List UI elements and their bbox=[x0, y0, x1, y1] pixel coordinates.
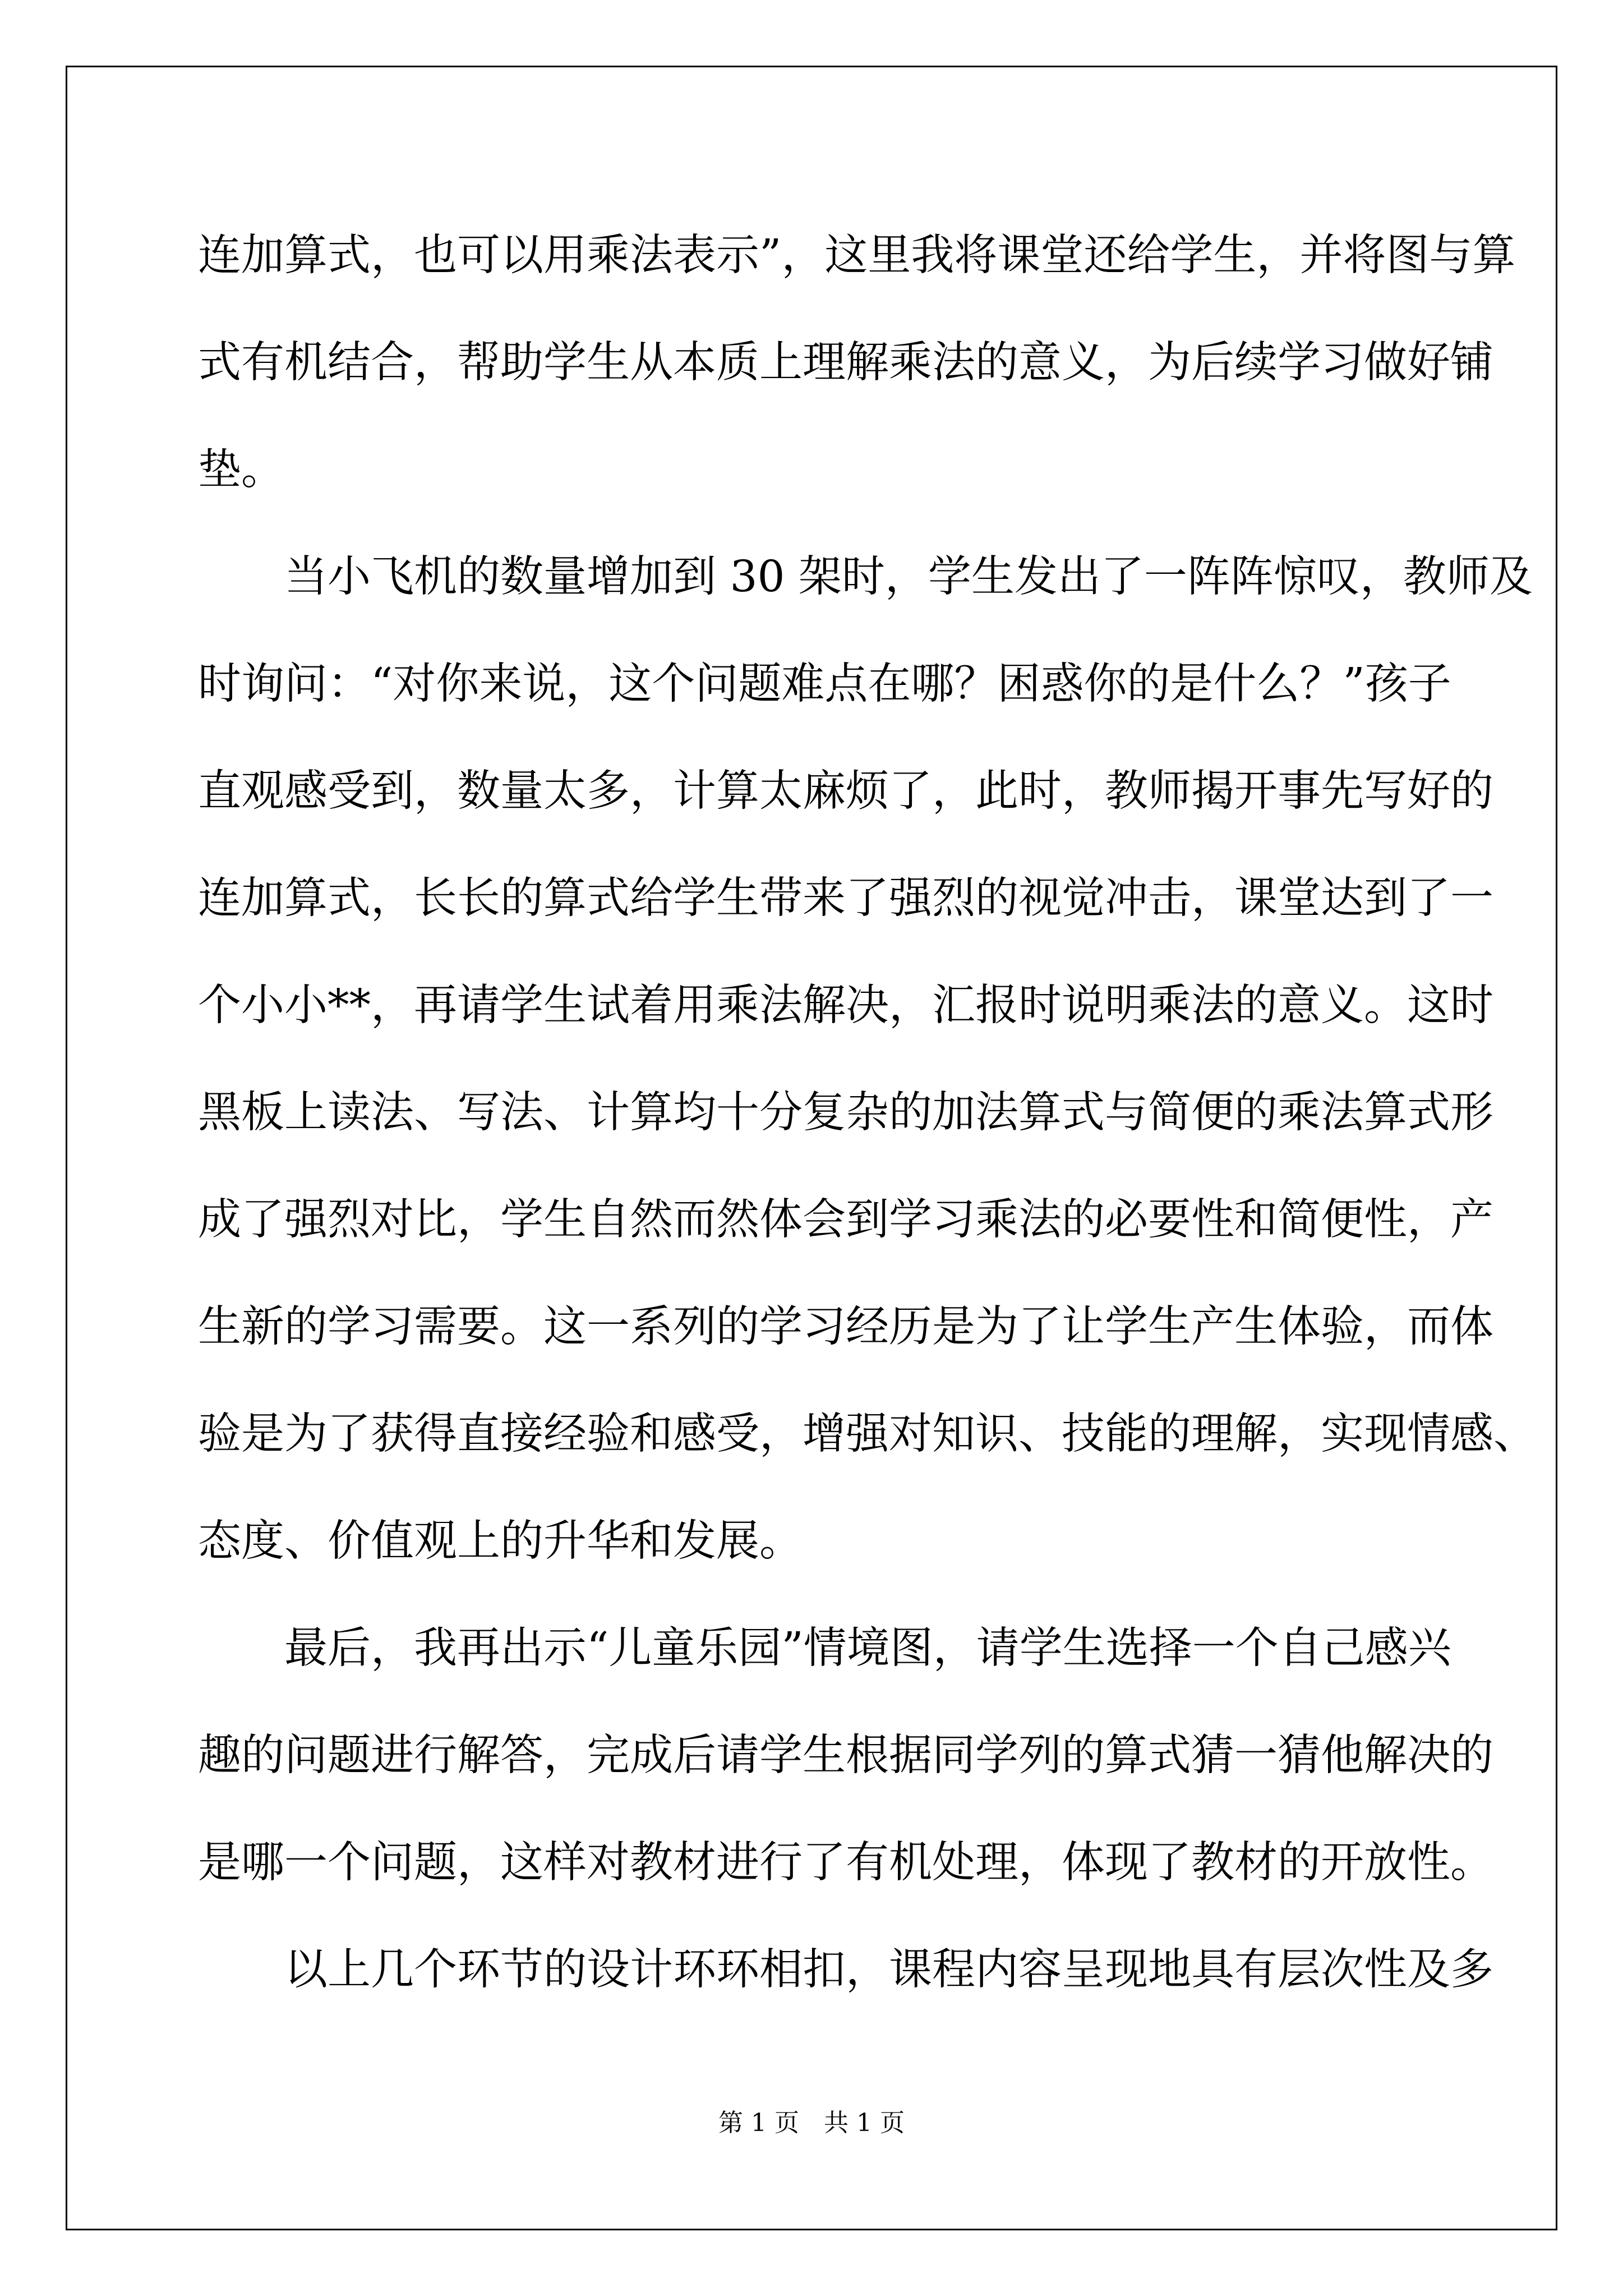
text-line: 成了强烈对比，学生自然而然体会到学习乘法的必要性和简便性，产 bbox=[198, 1195, 1493, 1245]
text-line: 趣的问题进行解答，完成后请学生根据同学列的算式猜一猜他解决的 bbox=[198, 1731, 1493, 1780]
page-footer bbox=[0, 2106, 1623, 2140]
text-line: 生新的学习需要。这一系列的学习经历是为了让学生产生体验，而体 bbox=[198, 1302, 1493, 1352]
text-line: 是哪一个问题，这样对教材进行了有机处理，体现了教材的开放性。 bbox=[198, 1838, 1493, 1888]
text-line: 黑板上读法、写法、计算均十分复杂的加法算式与简便的乘法算式形 bbox=[198, 1088, 1493, 1138]
text-line: 态度、价值观上的升华和发展。 bbox=[198, 1516, 803, 1566]
text-line: 直观感受到，数量太多，计算太麻烦了，此时，教师揭开事先写好的 bbox=[198, 766, 1493, 816]
document-body bbox=[198, 202, 1537, 2023]
text-line: 垫。 bbox=[198, 445, 284, 495]
paragraph-start-line: 以上几个环节的设计环环相扣，课程内容呈现地具有层次性及多 bbox=[284, 1945, 1493, 1995]
text-line: 个小小**，再请学生试着用乘法解决，汇报时说明乘法的意义。这时 bbox=[198, 981, 1493, 1030]
paragraph-start-line: 最后，我再出示“儿童乐园”情境图，请学生选择一个自己感兴 bbox=[284, 1623, 1451, 1673]
text-line: 连加算式，长长的算式给学生带来了强烈的视觉冲击，课堂达到了一 bbox=[198, 873, 1493, 923]
page-total: 共 1 页 bbox=[824, 2109, 905, 2137]
text-line: 时询问：“对你来说，这个问题难点在哪？困惑你的是什么？”孩子 bbox=[198, 659, 1451, 709]
paragraph-start-line: 当小飞机的数量增加到 30 架时，学生发出了一阵阵惊叹，教师及 bbox=[284, 552, 1533, 602]
text-line: 式有机结合，帮助学生从本质上理解乘法的意义，为后续学习做好铺 bbox=[198, 338, 1493, 388]
text-line: 连加算式，也可以用乘法表示”，这里我将课堂还给学生，并将图与算 bbox=[198, 231, 1516, 280]
page-number: 第 1 页 bbox=[718, 2109, 799, 2137]
text-line: 验是为了获得直接经验和感受，增强对知识、技能的理解，实现情感、 bbox=[198, 1409, 1537, 1459]
